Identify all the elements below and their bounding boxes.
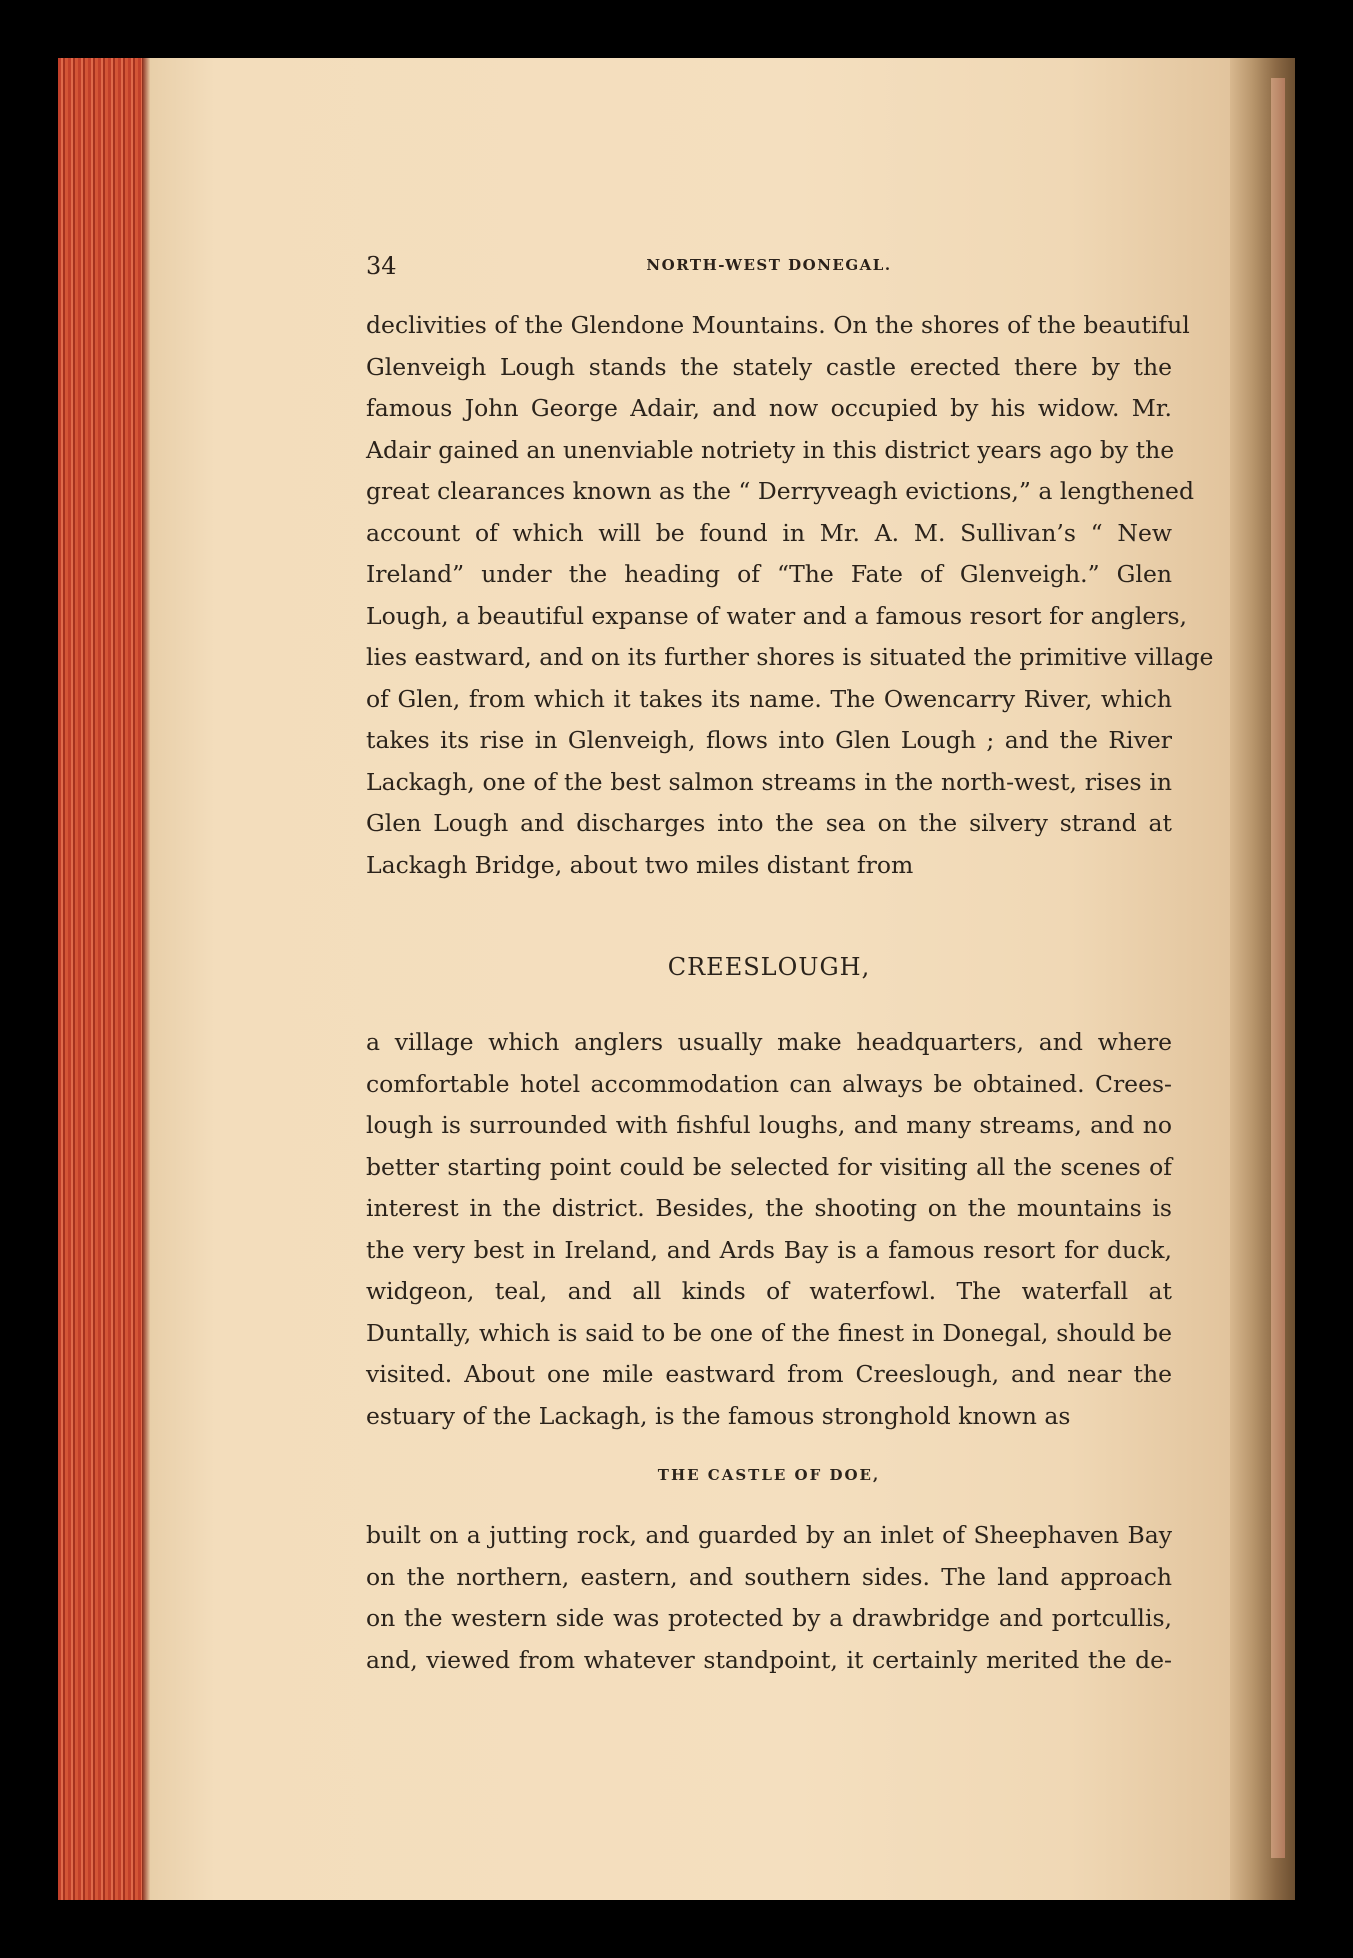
text-line: better starting point could be selected for visiting all the scenes of (366, 1152, 1172, 1181)
text-line: great clearances known as the “ Derryveagh evictions,” a lengthened (366, 477, 1195, 505)
page-header (366, 252, 1172, 282)
text-line: Adair gained an unenviable notriety in this district years ago by the (366, 435, 1175, 464)
text-line: lough is surrounded with fishful loughs, and many streams, and no (366, 1111, 1172, 1139)
facing-page-edge (1271, 78, 1285, 1858)
text-line: lies eastward, and on its further shores is situated the primitive village (366, 643, 1214, 671)
text-line: Lough, a beautiful expanse of water and a famous resort for anglers, (366, 601, 1188, 630)
running-head: NORTH-WEST DONEGAL. (646, 256, 892, 274)
text-line: Glenveigh Lough stands the stately castle erected there by the (366, 352, 1172, 381)
text-line: a village which anglers usually make headquarters, and where (366, 1028, 1172, 1056)
section-heading-castle-of-doe: THE CASTLE OF DOE, (657, 1466, 881, 1484)
text-line: of Glen, from which it takes its name. The Owencarry River, which (366, 684, 1172, 713)
text-line: Duntally, which is said to be one of the finest in Donegal, should be (366, 1318, 1172, 1347)
paragraph-1 (366, 305, 1214, 886)
text-line: Glen Lough and discharges into the sea on the silvery strand at (366, 809, 1172, 837)
text-line: interest in the district. Besides, the shooting on the mountains is (366, 1194, 1172, 1222)
page-number: 34 (366, 252, 397, 280)
paragraph-3 (366, 1515, 1172, 1681)
text-line: the very best in Ireland, and Ards Bay is a famous resort for duck, (366, 1235, 1172, 1264)
text-line: account of which will be found in Mr. A. M. Sullivan’s “ New (366, 518, 1172, 547)
text-line: visited. About one mile eastward from Creeslough, and near the (366, 1360, 1172, 1388)
text-line: famous John George Adair, and now occupied by his widow. Mr. (366, 394, 1172, 422)
text-line: built on a jutting rock, and guarded by an inlet of Sheephaven Bay (366, 1521, 1172, 1549)
text-line: and, viewed from whatever standpoint, it certainly merited the de- (366, 1645, 1172, 1674)
text-line: Lackagh Bridge, about two miles distant from (366, 850, 914, 879)
text-line: on the northern, eastern, and southern sides. The land approach (366, 1562, 1172, 1591)
red-page-edges (58, 58, 150, 1900)
text-line: estuary of the Lackagh, is the famous stronghold known as (366, 1401, 1071, 1430)
text-line: Lackagh, one of the best salmon streams in the north-west, rises in (366, 767, 1172, 796)
text-line: Ireland” under the heading of “The Fate of Glenveigh.” Glen (366, 560, 1172, 588)
text-line: comfortable hotel accommodation can always be obtained. Crees- (366, 1069, 1172, 1098)
text-line: declivities of the Glendone Mountains. On the shores of the beautiful (366, 311, 1190, 339)
book-gutter (1230, 58, 1295, 1900)
section-heading-creeslough: CREESLOUGH, (667, 953, 871, 981)
paragraph-2 (366, 1022, 1172, 1437)
text-line: takes its rise in Glenveigh, flows into Glen Lough ; and the River (366, 726, 1172, 754)
text-line: on the western side was protected by a drawbridge and portcullis, (366, 1604, 1172, 1632)
text-line: widgeon, teal, and all kinds of waterfowl. The waterfall at (366, 1277, 1172, 1305)
